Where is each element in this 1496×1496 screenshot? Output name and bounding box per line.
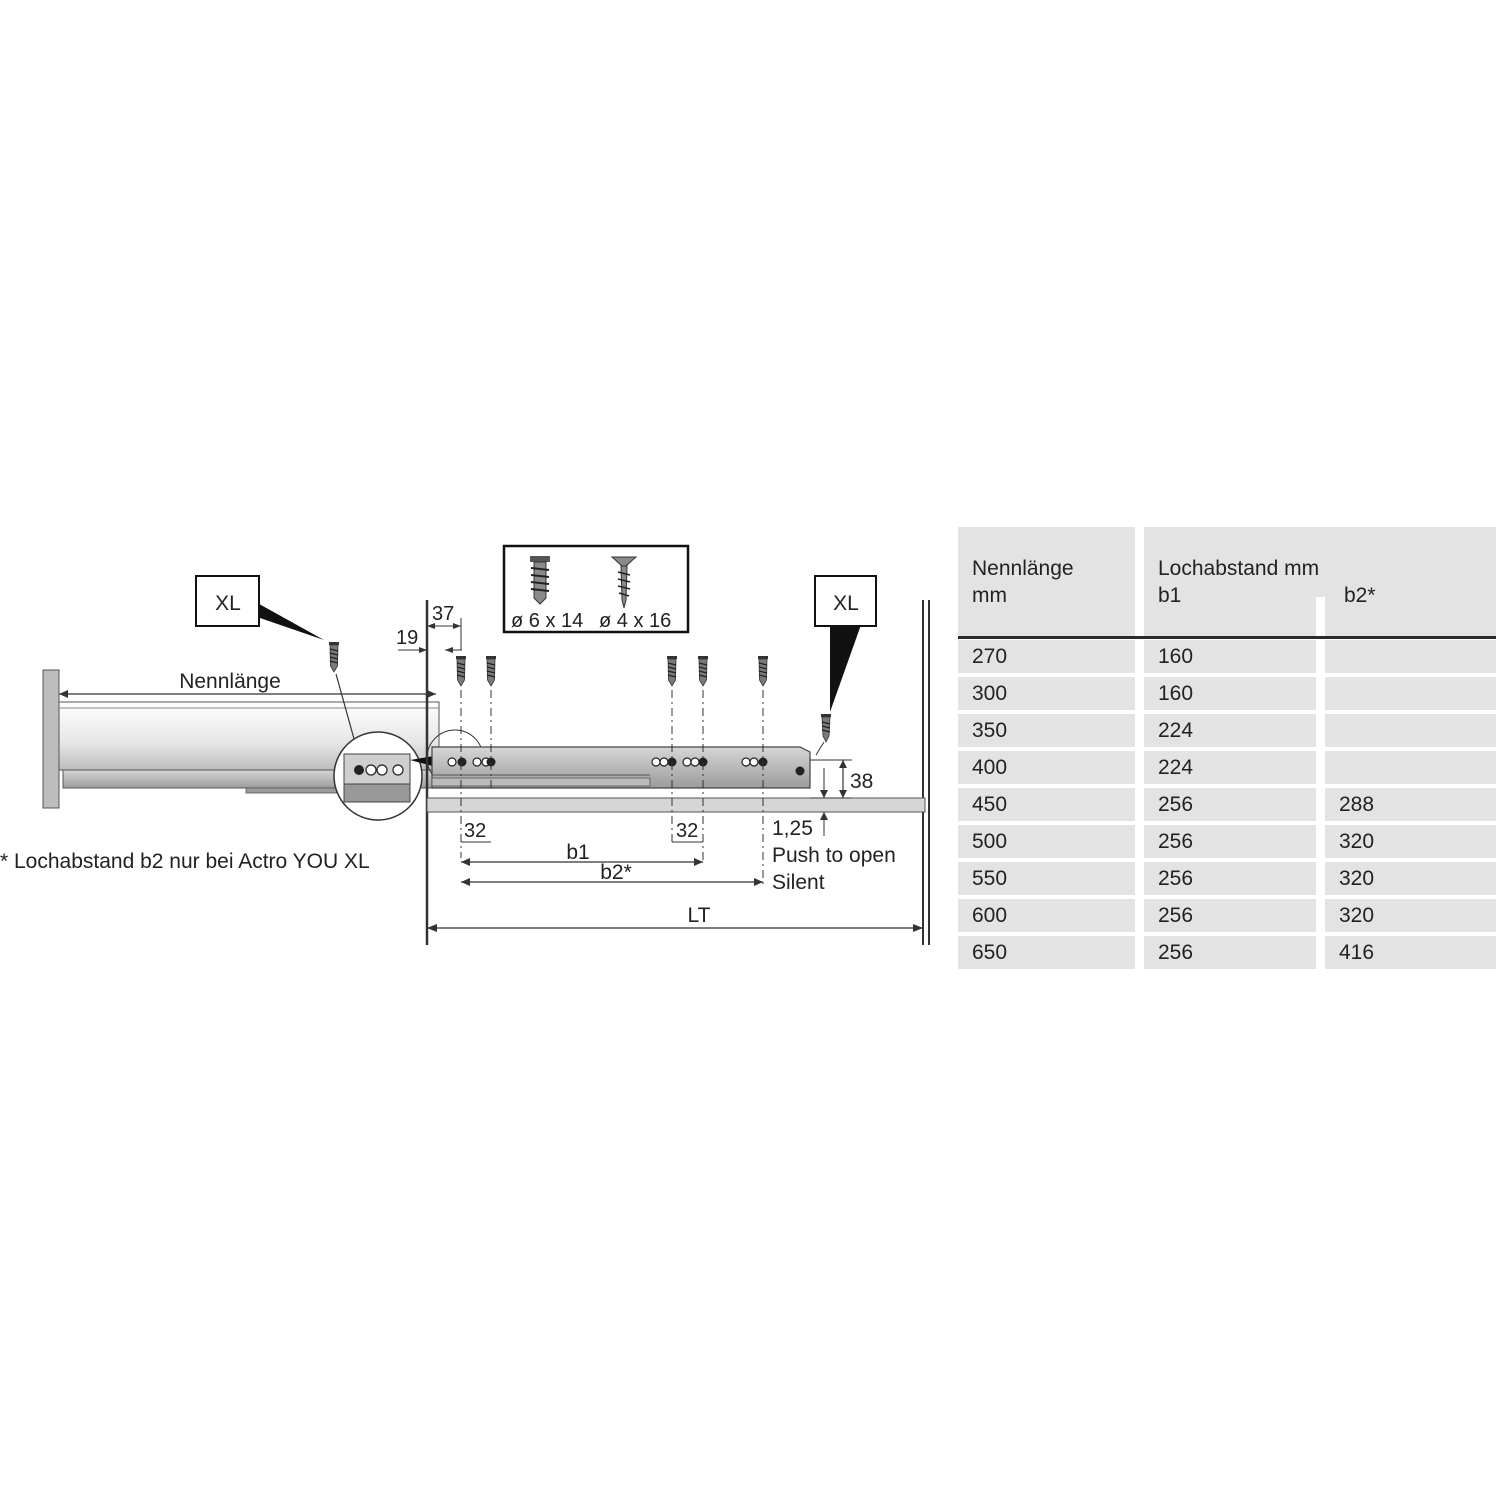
table-row	[958, 788, 1496, 821]
cell-nennlaenge: 450	[958, 788, 1135, 821]
header-b1: b1	[1158, 584, 1182, 607]
cell-nennlaenge: 270	[958, 640, 1135, 673]
cell-b2: 416	[1325, 936, 1496, 969]
cell-b1: 160	[1144, 677, 1316, 710]
dim-1-25-label: 1,25	[772, 817, 813, 840]
table-row	[958, 714, 1496, 747]
cell-b2: 320	[1325, 862, 1496, 895]
hole-spacing-dimensions	[461, 820, 763, 886]
cell-b1: 160	[1144, 640, 1316, 673]
nennlaenge-label: Nennlänge	[179, 670, 281, 693]
dim-32-left-label: 32	[464, 820, 487, 842]
cell-b2	[1325, 751, 1496, 784]
xl-callout-right	[815, 576, 876, 755]
cell-nennlaenge: 600	[958, 899, 1135, 932]
dim-32-right-label: 32	[676, 820, 699, 842]
cell-b1: 224	[1144, 751, 1316, 784]
offset-dimensions	[396, 603, 462, 653]
table-row	[958, 751, 1496, 784]
drawer-front-panel	[43, 670, 59, 808]
dim-19-label: 19	[396, 627, 419, 649]
cell-b1: 256	[1144, 936, 1316, 969]
screw-spec-1-label: ø 6 x 14	[511, 610, 584, 632]
push-to-open-label: Push to open	[772, 844, 896, 867]
header-b2: b2*	[1344, 584, 1376, 607]
table-row	[958, 899, 1496, 932]
spec-table	[958, 527, 1496, 970]
dim-38-label: 38	[850, 770, 874, 793]
dim-37-label: 37	[432, 603, 455, 625]
silent-label: Silent	[772, 871, 825, 894]
xl-callout-right-label: XL	[833, 592, 859, 615]
dim-lt	[427, 904, 923, 932]
cell-b1: 256	[1144, 899, 1316, 932]
cell-nennlaenge: 300	[958, 677, 1135, 710]
cell-nennlaenge: 350	[958, 714, 1135, 747]
dim-b1-label: b1	[566, 841, 590, 864]
cell-b2	[1325, 714, 1496, 747]
table-row	[958, 862, 1496, 895]
dim-b2-label: b2*	[600, 861, 632, 884]
cell-nennlaenge: 400	[958, 751, 1135, 784]
header-nennlaenge: Nennlänge	[972, 557, 1074, 580]
xl-callout-left-label: XL	[215, 592, 241, 615]
cell-b1: 224	[1144, 714, 1316, 747]
cell-b2: 288	[1325, 788, 1496, 821]
table-row	[958, 640, 1496, 673]
table-row	[958, 677, 1496, 710]
cabinet-bottom-panel	[427, 798, 925, 812]
nennlaenge-dimension	[59, 670, 436, 698]
cell-nennlaenge: 500	[958, 825, 1135, 858]
header-lochabstand: Lochabstand mm	[1158, 557, 1320, 580]
cell-b2	[1325, 677, 1496, 710]
footnote: * Lochabstand b2 nur bei Actro YOU XL	[0, 850, 370, 873]
screw-spec-2-label: ø 4 x 16	[599, 610, 672, 632]
table-row	[958, 936, 1496, 969]
screw-spec-box	[504, 546, 688, 632]
header-rule	[958, 636, 1496, 639]
cell-b2: 320	[1325, 899, 1496, 932]
cell-b1: 256	[1144, 862, 1316, 895]
cell-b2	[1325, 640, 1496, 673]
header-nennlaenge-unit: mm	[972, 584, 1007, 607]
cell-nennlaenge: 650	[958, 936, 1135, 969]
cell-nennlaenge: 550	[958, 862, 1135, 895]
cell-b2: 320	[1325, 825, 1496, 858]
cell-b1: 256	[1144, 825, 1316, 858]
cell-b1: 256	[1144, 788, 1316, 821]
dim-38	[810, 760, 873, 798]
dim-lt-label: LT	[687, 904, 711, 927]
table-row	[958, 825, 1496, 858]
